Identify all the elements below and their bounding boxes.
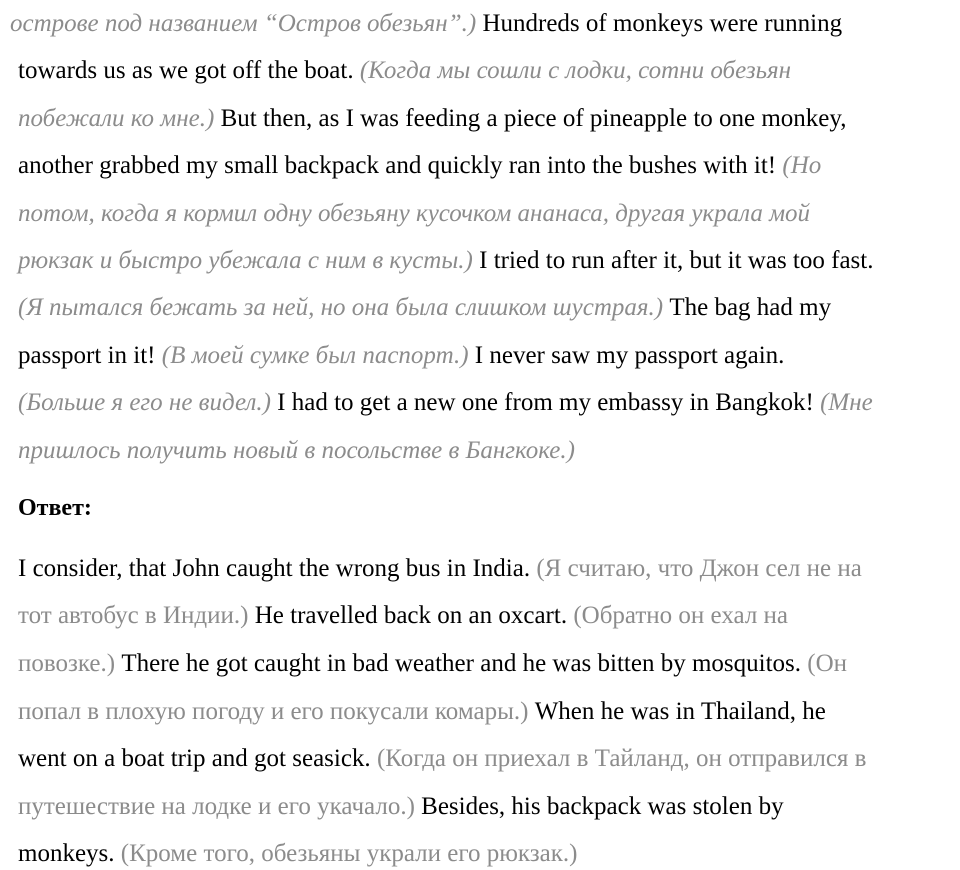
translation-text: тот автобус в Индии.) [18,602,249,629]
translation-text: (Он [807,650,848,677]
story-line-10 [18,435,575,467]
english-text: Besides, his backpack was stolen by [414,793,784,820]
story-line-1 [10,8,842,40]
story-line-5 [18,198,810,230]
english-text: I had to get a new one from my embassy in Bangkok! [270,389,821,416]
translation-text: (В моей сумке был паспорт.) [161,342,469,369]
story-line-6 [18,245,873,277]
story-line-3 [18,103,847,135]
answer-heading: Ответ: [18,495,92,521]
english-text: Hundreds of monkeys were running [476,10,843,37]
translation-text: (Но [782,152,822,179]
answer-line-2 [18,600,788,632]
english-text: He travelled back on an oxcart. [248,602,574,629]
story-line-4 [18,150,821,182]
english-text: I never saw my passport again. [468,342,785,369]
translation-text: (Мне [820,389,873,416]
translation-text: (Больше я его не видел.) [18,389,271,416]
english-text: When he was in Thailand, he [528,698,826,725]
english-text: passport in it! [18,342,162,369]
story-line-2 [18,55,791,87]
answer-line-7 [18,838,577,870]
english-text: monkeys. [18,840,121,867]
answer-line-1 [18,553,862,585]
translation-text: повозке.) [18,650,116,677]
english-text: towards us as we got off the boat. [18,57,360,84]
english-text: I tried to run after it, but it was too fast. [472,247,874,274]
english-text: There he got caught in bad weather and he was bitten by mosquitos. [115,650,808,677]
english-text: I consider, that John caught the wrong bus in India. [18,555,537,582]
translation-text: (Когда он приехал в Тайланд, он отправился в [376,745,867,772]
story-line-7 [18,292,831,324]
english-text: another grabbed my small backpack and quickly ran into the bushes with it! [18,152,783,179]
translation-text: острове под названием “Остров обезьян”.) [10,10,477,37]
english-text: But then, as I was feeding a piece of pineapple to one monkey, [214,105,847,132]
answer-line-4 [18,696,826,728]
translation-text: побежали ко мне.) [18,105,215,132]
translation-text: (Кроме того, обезьяны украли его рюкзак.) [120,840,578,867]
translation-text: пришлось получить новый в посольстве в Бангкоке.) [18,437,575,464]
translation-text: (Когда мы сошли с лодки, сотни обезьян [359,57,792,84]
english-text: The bag had my [663,294,832,321]
english-text: went on a boat trip and got seasick. [18,745,377,772]
answer-line-6 [18,791,784,823]
translation-text: путешествие на лодке и его укачало.) [18,793,415,820]
translation-text: потом, когда я кормил одну обезьяну кусочком ананаса, другая украла мой [18,200,811,227]
translation-text: (Я пытался бежать за ней, но она была слишком шустрая.) [18,294,664,321]
story-line-8 [18,340,784,372]
answer-line-5 [18,743,867,775]
translation-text: попал в плохую погоду и его покусали комары.) [18,698,529,725]
translation-text: (Я считаю, что Джон сел не на [536,555,862,582]
story-line-9 [18,387,873,419]
answer-line-3 [18,648,847,680]
translation-text: рюкзак и быстро убежала с ним в кусты.) [18,247,473,274]
translation-text: (Обратно он ехал на [573,602,789,629]
